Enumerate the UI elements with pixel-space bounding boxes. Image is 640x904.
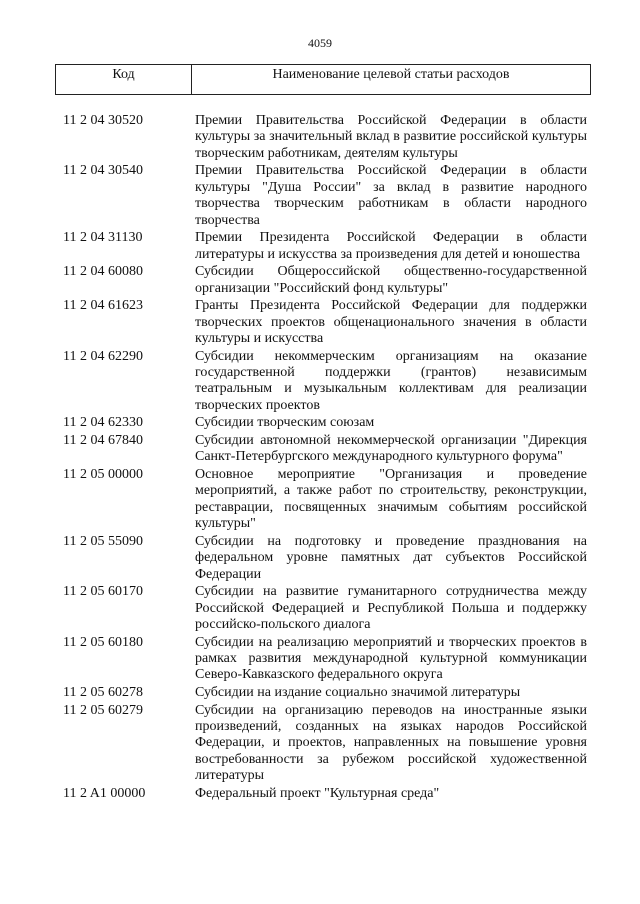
row-code: 11 2 05 60279 [63,702,143,718]
table-row [63,415,591,431]
table-row [63,534,591,583]
row-name: Субсидии некоммерческим организациям на оказание государственной поддержки (грантов) независимым театральным и музыкальным коллективам для реализации творческих проектов [195,348,587,413]
table-row [63,584,591,633]
row-name: Субсидии автономной некоммерческой организации "Дирекция Санкт-Петербургского международного культурного форума" [195,433,587,465]
table-row [63,433,591,466]
table-row [63,298,591,347]
row-code: 11 2 05 55090 [63,533,143,549]
row-code: 11 2 04 62330 [63,415,143,431]
row-name: Субсидии на развитие гуманитарного сотрудничества между Российской Федерацией и Республикой Польша и поддержку российско-польского диалога [195,584,587,633]
row-name: Субсидии на подготовку и проведение празднования на федеральном уровне памятных дат субъектов Российской Федерации [195,533,587,582]
table-row [63,264,591,297]
table-row [63,163,591,229]
table-row [63,635,591,684]
row-name: Субсидии на издание социально значимой литературы [195,685,521,701]
row-name: Федеральный проект "Культурная среда" [195,785,440,801]
page-number: 4059 [308,36,332,50]
row-code: 11 2 04 67840 [63,433,143,449]
row-code: 11 2 04 31130 [63,230,143,246]
row-name: Субсидии творческим союзам [195,415,375,431]
row-code: 11 2 A1 00000 [63,785,146,801]
header-name-column: Наименование целевой статьи расходов [272,67,510,82]
table-row [63,703,591,785]
row-name: Премии Президента Российской Федерации в области литературы и искусства за произведения для детей и юношества [195,230,587,262]
table-row [63,467,591,533]
row-code: 11 2 05 60278 [63,685,143,701]
row-code: 11 2 05 60180 [63,634,143,650]
row-code: 11 2 04 30540 [63,163,143,179]
table-header [55,64,591,95]
row-name: Субсидии на реализацию мероприятий и творческих проектов в рамках развития международной культурной коммуникации Северо-Кавказского федерального округа [195,634,587,683]
row-name: Основное мероприятие "Организация и проведение мероприятий, а также работ по строительству, реконструкции, реставрации, посвященных значимым событиям российской культуры" [195,467,587,532]
row-code: 11 2 05 00000 [63,467,143,483]
table-row [63,230,591,263]
row-name: Премии Правительства Российской Федерации в области культуры за значительный вклад в развитие российской культуры творческим работникам, деятелям культуры [195,113,587,161]
row-code: 11 2 05 60170 [63,584,143,600]
table-row [63,786,591,802]
row-code: 11 2 04 61623 [63,298,143,314]
table-row [63,113,591,162]
row-code: 11 2 04 30520 [63,113,143,128]
table-row [63,685,591,701]
row-name: Субсидии Общероссийской общественно-государственной организации "Российский фонд культуры" [195,264,587,296]
row-name: Гранты Президента Российской Федерации для поддержки творческих проектов общенационального значения в области культуры и искусства [195,298,587,347]
budget-items-list [63,113,591,803]
row-code: 11 2 04 60080 [63,264,143,280]
row-name: Премии Правительства Российской Федерации в области культуры "Душа России" за вклад в развитие народного творчества творческим работникам в области народного творчества [195,163,587,228]
row-name: Субсидии на организацию переводов на иностранные языки произведений, созданных на языках народов Российской Федерации, и проектов, направленных на повышение уровня востребованности за рубежом российской художественной литературы [195,702,587,784]
row-code: 11 2 04 62290 [63,348,143,364]
table-row [63,349,591,415]
header-code-column: Код [56,65,192,94]
